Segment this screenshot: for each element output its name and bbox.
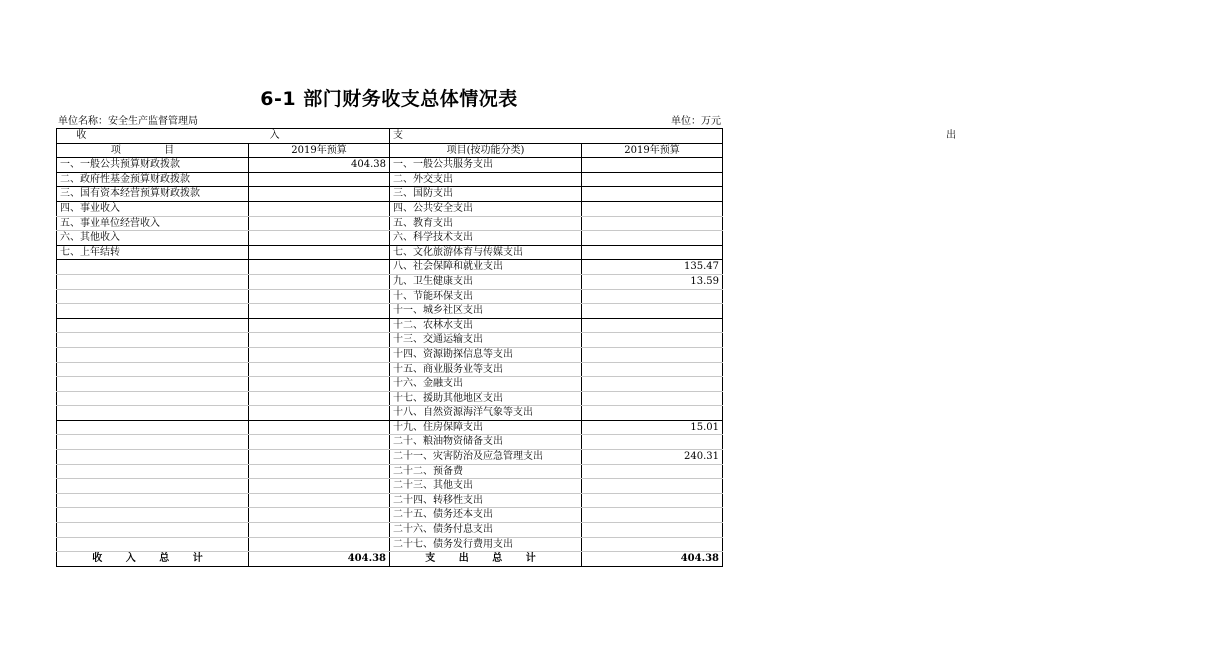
expense-item-cell: 二十三、其他支出 bbox=[390, 479, 582, 494]
expense-value-cell bbox=[582, 406, 723, 421]
expense-value-cell bbox=[582, 479, 723, 494]
income-value-cell bbox=[249, 391, 390, 406]
income-value-cell bbox=[249, 464, 390, 479]
income-item-header: 项 目 bbox=[57, 143, 249, 158]
header-row-1 bbox=[57, 129, 723, 144]
income-value-cell bbox=[249, 493, 390, 508]
expense-item-cell: 十三、交通运输支出 bbox=[390, 333, 582, 348]
expense-item-cell: 十六、金融支出 bbox=[390, 377, 582, 392]
expense-item-cell: 二、外交支出 bbox=[390, 172, 582, 187]
expense-value-cell bbox=[582, 523, 723, 538]
expense-item-cell: 四、公共安全支出 bbox=[390, 201, 582, 216]
income-item-cell: 一、一般公共预算财政拨款 bbox=[57, 158, 249, 173]
income-item-cell bbox=[57, 304, 249, 319]
income-value-cell bbox=[249, 377, 390, 392]
expense-value-cell bbox=[582, 362, 723, 377]
unit-name-label: 单位名称：安全生产监督管理局 bbox=[58, 116, 198, 127]
income-value-cell bbox=[249, 347, 390, 362]
table-row bbox=[57, 508, 723, 523]
income-item-cell bbox=[57, 479, 249, 494]
expense-item-cell: 二十二、预备费 bbox=[390, 464, 582, 479]
income-value-cell bbox=[249, 333, 390, 348]
expense-value-cell bbox=[582, 493, 723, 508]
table-row bbox=[57, 333, 723, 348]
income-item-cell bbox=[57, 274, 249, 289]
expense-value-cell bbox=[582, 464, 723, 479]
table-row bbox=[57, 289, 723, 304]
table-row bbox=[57, 172, 723, 187]
income-value-cell bbox=[249, 420, 390, 435]
table-row bbox=[57, 523, 723, 538]
income-item-cell bbox=[57, 362, 249, 377]
income-value-cell bbox=[249, 406, 390, 421]
expense-item-cell: 二十六、债务付息支出 bbox=[390, 523, 582, 538]
table-row bbox=[57, 406, 723, 421]
expense-item-cell: 二十五、债务还本支出 bbox=[390, 508, 582, 523]
income-budget-header: 2019年预算 bbox=[249, 143, 390, 158]
table-row bbox=[57, 304, 723, 319]
table-row bbox=[57, 435, 723, 450]
income-value-cell bbox=[249, 523, 390, 538]
expense-value-cell bbox=[582, 435, 723, 450]
table-row bbox=[57, 493, 723, 508]
table-row bbox=[57, 362, 723, 377]
expense-value-cell bbox=[582, 289, 723, 304]
income-value-cell bbox=[249, 450, 390, 465]
income-item-cell bbox=[57, 464, 249, 479]
table-row bbox=[57, 391, 723, 406]
income-value-cell bbox=[249, 245, 390, 260]
income-value-cell bbox=[249, 289, 390, 304]
expense-item-header: 项目(按功能分类) bbox=[390, 143, 582, 158]
total-row bbox=[57, 552, 723, 567]
income-item-cell bbox=[57, 406, 249, 421]
expense-item-cell: 三、国防支出 bbox=[390, 187, 582, 202]
finance-table bbox=[56, 128, 1226, 567]
table-row bbox=[57, 201, 723, 216]
expense-total-label: 支 出 总 计 bbox=[390, 552, 582, 567]
expense-item-cell: 十四、资源勘探信息等支出 bbox=[390, 347, 582, 362]
income-value-cell bbox=[249, 172, 390, 187]
income-header: 收 入 bbox=[57, 129, 390, 144]
expense-item-cell: 六、科学技术支出 bbox=[390, 231, 582, 246]
expense-value-cell bbox=[582, 377, 723, 392]
income-value-cell bbox=[249, 537, 390, 552]
income-item-cell: 四、事业收入 bbox=[57, 201, 249, 216]
expense-item-cell: 八、社会保障和就业支出 bbox=[390, 260, 582, 275]
table-row bbox=[57, 450, 723, 465]
table-row bbox=[57, 274, 723, 289]
income-item-cell bbox=[57, 289, 249, 304]
income-item-cell bbox=[57, 508, 249, 523]
income-item-cell bbox=[57, 391, 249, 406]
expense-value-cell bbox=[582, 347, 723, 362]
expense-value-cell bbox=[582, 304, 723, 319]
header-row-2 bbox=[57, 143, 723, 158]
table-row bbox=[57, 158, 723, 173]
expense-budget-header: 2019年预算 bbox=[582, 143, 723, 158]
expense-item-cell: 二十、粮油物资储备支出 bbox=[390, 435, 582, 450]
expense-item-cell: 十五、商业服务业等支出 bbox=[390, 362, 582, 377]
expense-item-cell: 二十一、灾害防治及应急管理支出 bbox=[390, 450, 582, 465]
table-row bbox=[57, 231, 723, 246]
income-value-cell bbox=[249, 231, 390, 246]
income-item-cell bbox=[57, 450, 249, 465]
income-value-cell bbox=[249, 201, 390, 216]
income-item-cell bbox=[57, 493, 249, 508]
income-item-cell bbox=[57, 347, 249, 362]
table-row bbox=[57, 245, 723, 260]
expense-item-cell: 十九、住房保障支出 bbox=[390, 420, 582, 435]
expense-item-cell: 十七、援助其他地区支出 bbox=[390, 391, 582, 406]
expense-value-cell: 15.01 bbox=[582, 420, 723, 435]
expense-value-cell: 240.31 bbox=[582, 450, 723, 465]
income-value-cell bbox=[249, 508, 390, 523]
income-value-cell bbox=[249, 274, 390, 289]
expense-value-cell bbox=[582, 187, 723, 202]
income-value-cell: 404.38 bbox=[249, 158, 390, 173]
income-item-cell bbox=[57, 260, 249, 275]
expense-value-cell bbox=[582, 245, 723, 260]
income-value-cell bbox=[249, 187, 390, 202]
expense-value-cell bbox=[582, 158, 723, 173]
table-row bbox=[57, 420, 723, 435]
income-item-cell bbox=[57, 420, 249, 435]
income-item-cell bbox=[57, 435, 249, 450]
income-item-cell bbox=[57, 537, 249, 552]
expense-item-cell: 二十七、债务发行费用支出 bbox=[390, 537, 582, 552]
income-value-cell bbox=[249, 260, 390, 275]
income-value-cell bbox=[249, 318, 390, 333]
expense-value-cell bbox=[582, 172, 723, 187]
expense-value-cell: 135.47 bbox=[582, 260, 723, 275]
table-row bbox=[57, 318, 723, 333]
expense-item-cell: 十、节能环保支出 bbox=[390, 289, 582, 304]
expense-value-cell bbox=[582, 333, 723, 348]
expense-item-cell: 十二、农林水支出 bbox=[390, 318, 582, 333]
table-row bbox=[57, 216, 723, 231]
expense-value-cell bbox=[582, 216, 723, 231]
expense-value-cell bbox=[582, 201, 723, 216]
income-value-cell bbox=[249, 435, 390, 450]
income-value-cell bbox=[249, 362, 390, 377]
page-title: 6-1 部门财务收支总体情况表 bbox=[260, 88, 518, 110]
table-row bbox=[57, 377, 723, 392]
expense-item-cell: 二十四、转移性支出 bbox=[390, 493, 582, 508]
expense-header: 支 出 bbox=[390, 129, 723, 144]
expense-item-cell: 一、一般公共服务支出 bbox=[390, 158, 582, 173]
income-item-cell bbox=[57, 318, 249, 333]
expense-item-cell: 七、文化旅游体育与传媒支出 bbox=[390, 245, 582, 260]
table-row bbox=[57, 260, 723, 275]
table-row bbox=[57, 479, 723, 494]
expense-value-cell bbox=[582, 537, 723, 552]
table-row bbox=[57, 537, 723, 552]
income-item-cell bbox=[57, 377, 249, 392]
income-value-cell bbox=[249, 216, 390, 231]
income-item-cell bbox=[57, 333, 249, 348]
expense-item-cell: 十一、城乡社区支出 bbox=[390, 304, 582, 319]
expense-value-cell bbox=[582, 231, 723, 246]
expense-total-value: 404.38 bbox=[582, 552, 723, 567]
income-value-cell bbox=[249, 479, 390, 494]
expense-item-cell: 九、卫生健康支出 bbox=[390, 274, 582, 289]
unit-label: 单位：万元 bbox=[671, 116, 721, 127]
income-value-cell bbox=[249, 304, 390, 319]
income-item-cell: 五、事业单位经营收入 bbox=[57, 216, 249, 231]
table-row bbox=[57, 464, 723, 479]
table-row bbox=[57, 347, 723, 362]
expense-value-cell bbox=[582, 318, 723, 333]
income-item-cell: 二、政府性基金预算财政拨款 bbox=[57, 172, 249, 187]
expense-item-cell: 十八、自然资源海洋气象等支出 bbox=[390, 406, 582, 421]
income-total-label: 收 入 总 计 bbox=[57, 552, 249, 567]
expense-item-cell: 五、教育支出 bbox=[390, 216, 582, 231]
expense-value-cell: 13.59 bbox=[582, 274, 723, 289]
income-item-cell: 六、其他收入 bbox=[57, 231, 249, 246]
income-item-cell: 三、国有资本经营预算财政拨款 bbox=[57, 187, 249, 202]
income-total-value: 404.38 bbox=[249, 552, 390, 567]
income-item-cell: 七、上年结转 bbox=[57, 245, 249, 260]
expense-value-cell bbox=[582, 391, 723, 406]
expense-value-cell bbox=[582, 508, 723, 523]
table-row bbox=[57, 187, 723, 202]
income-item-cell bbox=[57, 523, 249, 538]
